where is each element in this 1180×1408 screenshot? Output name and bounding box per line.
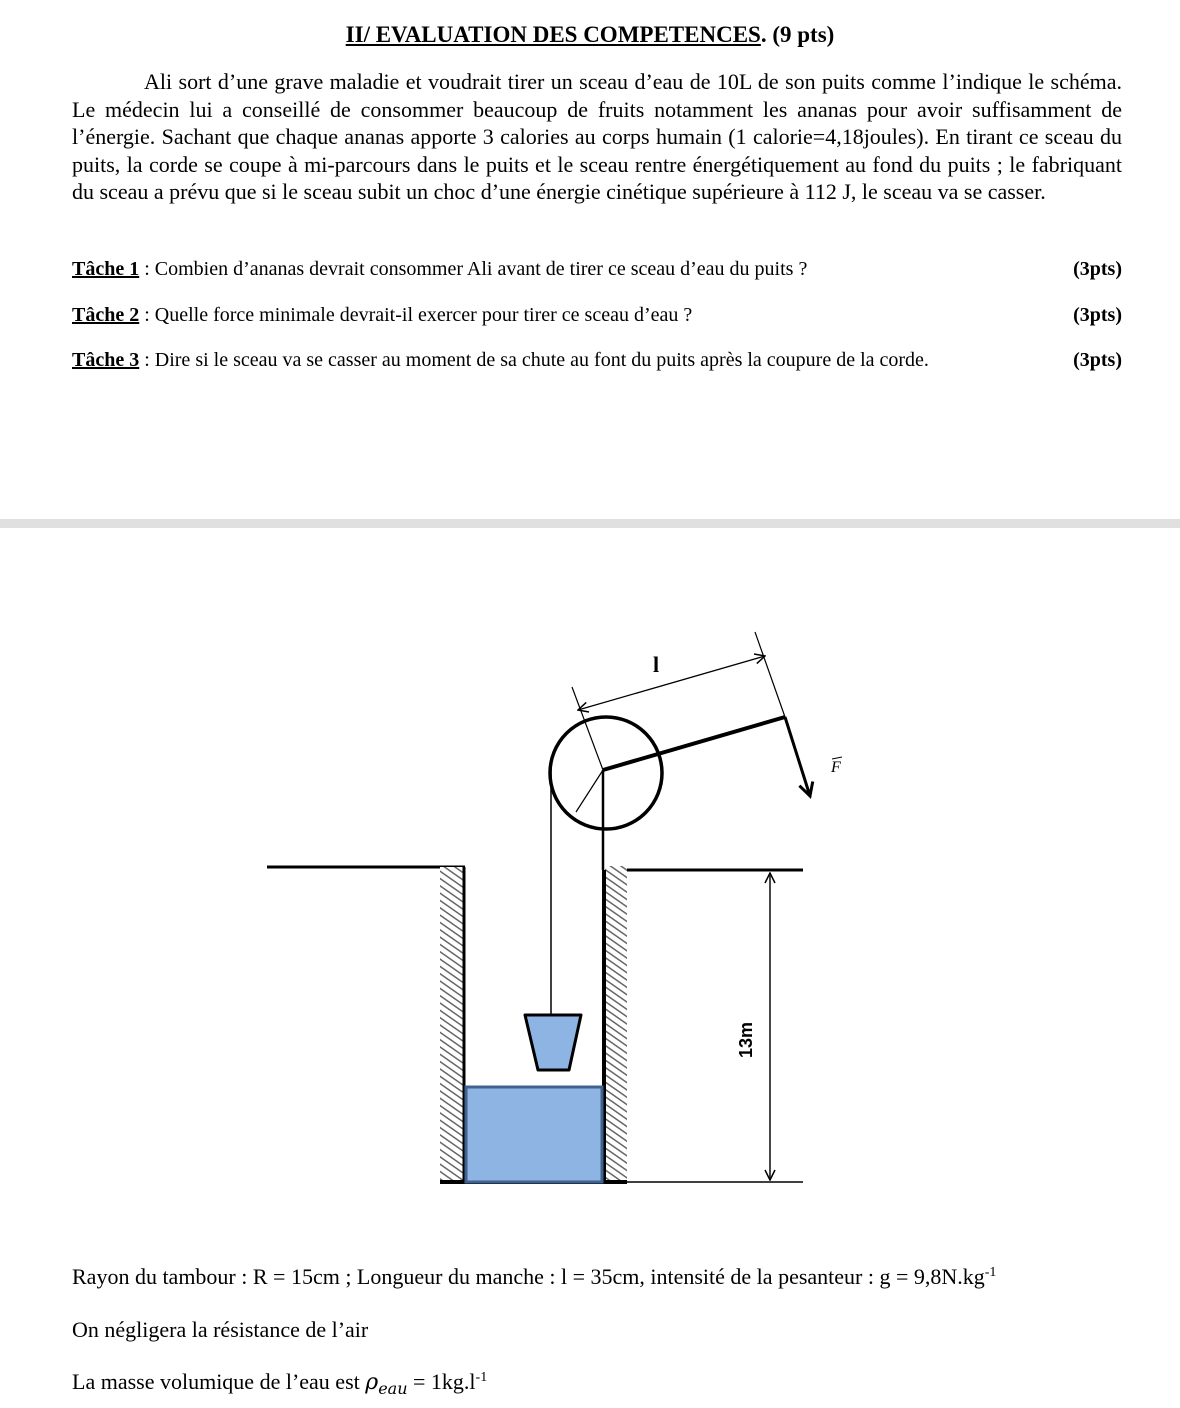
- force-arrow: [785, 717, 810, 796]
- section-title-points: . (9 pts): [760, 22, 835, 47]
- well-wall-left: [440, 867, 463, 1182]
- crank-handle: [603, 717, 785, 770]
- task-2-points: (3pts): [1073, 304, 1122, 326]
- well-diagram: [0, 600, 1180, 1220]
- handle-length-label: l: [653, 652, 660, 677]
- page-divider: [0, 519, 1180, 528]
- depth-label: 13m: [736, 1021, 756, 1058]
- task-2: [72, 302, 1122, 328]
- problem-statement: [72, 68, 1122, 206]
- water-density-text: La masse volumique de l’eau est: [72, 1369, 366, 1394]
- force-label: F: [831, 759, 841, 776]
- task-2-text: : Quelle force minimale devrait-il exercer pour tirer ce sceau d’eau ?: [139, 304, 693, 326]
- drum: [550, 717, 662, 829]
- problem-statement-text: Ali sort d’une grave maladie et voudrait tirer un sceau d’eau de 10L de son puits comme l’indique le schéma. Le médecin lui a conseillé de consommer beaucoup de fruits notamment les ananas pour avoir suffisamment de l’énergie. Sachant que chaque ananas apporte 3 calories au corps humain (1 calorie=4,18joules). En tirant ce sceau du puits, la corde se coupe à mi-parcours dans le puits et le sceau rentre énergétiquement au fond du puits ; le fabriquant du sceau a prévu que si le sceau subit un choc d’une énergie cinétique supérieure à 112 J, le sceau va se casser.: [72, 69, 1122, 204]
- ground-right: [605, 870, 803, 1182]
- task-1-text: : Combien d’ananas devrait consommer Ali avant de tirer ce sceau d’eau du puits ?: [139, 258, 808, 280]
- task-2-label: Tâche 2: [72, 304, 140, 326]
- given-data-line: [72, 1263, 996, 1291]
- task-1-label: Tâche 1: [72, 258, 140, 280]
- well-wall-right: [605, 866, 627, 1182]
- task-3: [72, 347, 1122, 373]
- well-water: [466, 1087, 602, 1182]
- water-density-note: [72, 1368, 487, 1397]
- task-3-text: : Dire si le sceau va se casser au moment de sa chute au font du puits après la coupure de la corde.: [139, 349, 929, 371]
- water-density-value: = 1kg.l: [407, 1369, 476, 1394]
- section-title-main: II/ EVALUATION DES COMPETENCES: [345, 22, 761, 47]
- air-resistance-note: [72, 1316, 368, 1344]
- given-data-exponent: -1: [984, 1265, 997, 1280]
- section-title: [0, 20, 1180, 50]
- task-1: [72, 256, 1122, 282]
- handle-length-dimension: [578, 656, 765, 710]
- bucket: [525, 1015, 581, 1070]
- given-data-text: Rayon du tambour : R = 15cm ; Longueur du manche : l = 35cm, intensité de la pesanteur : g = 9,8N.kg: [72, 1264, 985, 1289]
- rho-symbol: $\rho_{eau}$: [365, 1370, 408, 1398]
- task-3-points: (3pts): [1073, 349, 1122, 371]
- task-1-points: (3pts): [1073, 258, 1122, 280]
- task-3-label: Tâche 3: [72, 349, 140, 371]
- water-density-exponent: -1: [475, 1370, 488, 1385]
- air-resistance-text: On négligera la résistance de l’air: [72, 1317, 369, 1342]
